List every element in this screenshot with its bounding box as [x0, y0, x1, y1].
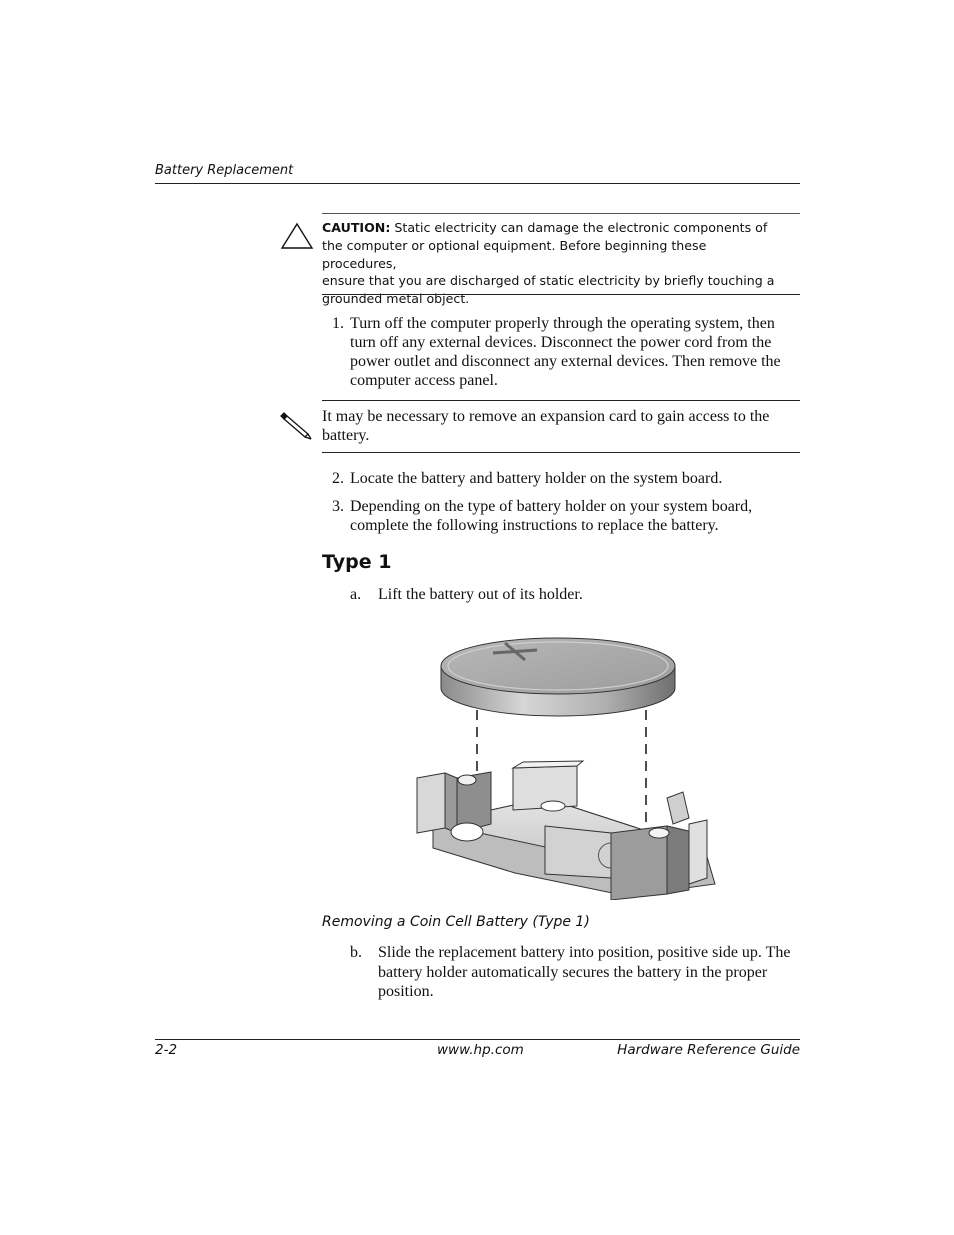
footer-page-number: 2-2	[155, 1042, 178, 1058]
step-2-number: 2.	[332, 470, 344, 487]
substep-b-letter: b.	[350, 944, 362, 961]
step-2	[322, 469, 800, 488]
caution-bottom-rule	[322, 294, 800, 295]
substep-a-letter: a.	[350, 586, 362, 603]
substep-b-text: Slide the replacement battery into position, positive side up. The battery holder automatically secures the battery in the proper position.	[378, 944, 791, 1000]
substep-a-text: Lift the battery out of its holder.	[378, 586, 583, 603]
caution-line-1: Static electricity can damage the electronic components of	[390, 220, 768, 235]
pencil-note-icon	[278, 408, 314, 440]
caution-line-3: ensure that you are discharged of static electricity by briefly touching a	[322, 273, 775, 289]
caution-line-2: the computer or optional equipment. Before beginning these procedures,	[322, 237, 707, 271]
header-rule	[155, 183, 800, 184]
step-1-text: Turn off the computer properly through the operating system, then turn off any external devices. Disconnect the power cord from the power outlet and disconnect any external devices. Then remove the computer access panel.	[350, 315, 781, 389]
substep-a	[350, 585, 800, 605]
step-3-number: 3.	[332, 498, 344, 515]
figure-caption: Removing a Coin Cell Battery (Type 1)	[322, 914, 590, 930]
footer-url: www.hp.com	[437, 1042, 524, 1058]
caution-line-4: grounded metal object.	[322, 291, 470, 307]
coin-cell-battery-figure	[405, 628, 723, 900]
caution-triangle-icon	[280, 222, 314, 250]
step-2-text: Locate the battery and battery holder on the system board.	[350, 470, 723, 487]
coin-cell-battery	[441, 638, 675, 716]
step-3	[322, 497, 800, 535]
footer-guide-title: Hardware Reference Guide	[617, 1042, 800, 1058]
substep-b	[350, 943, 800, 1002]
type1-heading: Type 1	[322, 551, 392, 573]
footer-rule	[155, 1039, 800, 1040]
battery-holder	[417, 761, 715, 900]
step-1-number: 1.	[332, 315, 344, 332]
running-header: Battery Replacement	[155, 163, 294, 178]
step-3-text: Depending on the type of battery holder on your system board, complete the following instructions to replace the battery.	[350, 498, 753, 534]
note-text: It may be necessary to remove an expansion card to gain access to the battery.	[322, 408, 770, 444]
note-bottom-rule	[322, 452, 800, 453]
caution-label: CAUTION:	[322, 220, 391, 235]
note-top-rule	[322, 400, 800, 401]
caution-top-rule	[322, 213, 800, 214]
step-1	[322, 314, 800, 390]
